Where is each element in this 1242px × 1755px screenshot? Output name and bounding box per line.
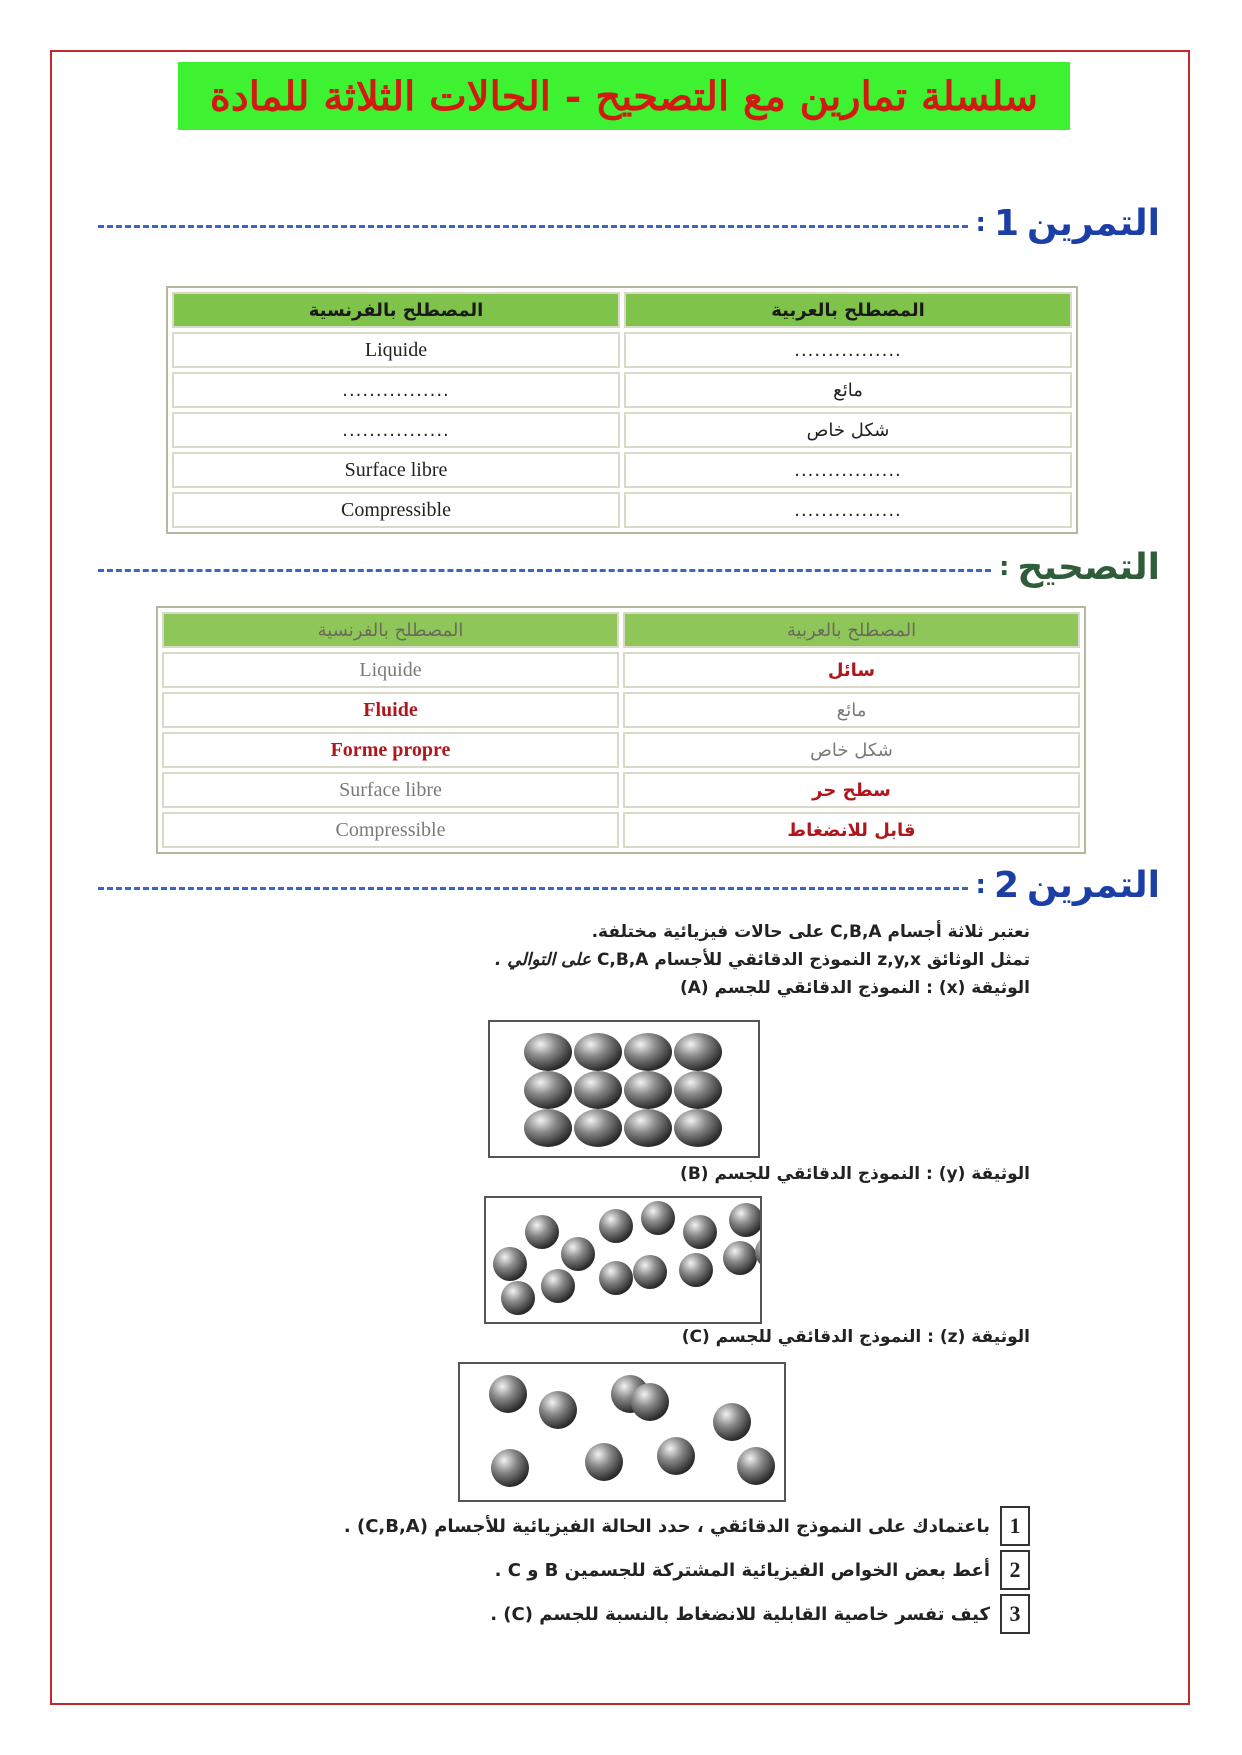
exercise1-label: التمرين bbox=[1027, 202, 1160, 244]
heading-divider bbox=[98, 569, 991, 572]
particle bbox=[585, 1443, 623, 1481]
particle bbox=[631, 1383, 669, 1421]
cell-ar: ................ bbox=[624, 492, 1072, 528]
header-fr: المصطلح بالفرنسية bbox=[162, 612, 619, 648]
question-text: أعط بعض الخواص الفيزيائية المشتركة للجسمين B و C . bbox=[494, 1559, 990, 1581]
particle bbox=[493, 1247, 527, 1281]
question-number: 3 bbox=[1000, 1594, 1030, 1634]
exercise2-label: التمرين bbox=[1027, 864, 1160, 906]
particle bbox=[737, 1447, 775, 1485]
cell-fr: Liquide bbox=[172, 332, 620, 368]
answer-ar: سائل bbox=[623, 652, 1080, 688]
heading-divider bbox=[98, 887, 968, 890]
table-header-row bbox=[162, 612, 1080, 648]
liquid-particle-diagram bbox=[484, 1196, 762, 1324]
particle bbox=[679, 1253, 713, 1287]
particle bbox=[674, 1109, 722, 1147]
question-number: 2 bbox=[1000, 1550, 1030, 1590]
title-banner bbox=[178, 62, 1070, 130]
particle bbox=[633, 1255, 667, 1289]
particle bbox=[599, 1209, 633, 1243]
particle bbox=[624, 1109, 672, 1147]
particle bbox=[683, 1215, 717, 1249]
particle bbox=[755, 1235, 762, 1269]
particle bbox=[525, 1215, 559, 1249]
header-fr: المصطلح بالفرنسية bbox=[172, 292, 620, 328]
particle bbox=[674, 1033, 722, 1071]
cell-ar: مائع bbox=[624, 372, 1072, 408]
particle bbox=[599, 1261, 633, 1295]
question-3 bbox=[490, 1594, 1030, 1634]
particle bbox=[713, 1403, 751, 1441]
correction-label: التصحيح bbox=[1017, 546, 1160, 588]
answer-ar: قابل للانضغاط bbox=[623, 812, 1080, 848]
table-row bbox=[162, 652, 1080, 688]
page-title: سلسلة تمارين مع التصحيح - الحالات الثلاثة للمادة bbox=[209, 72, 1039, 120]
particle bbox=[624, 1071, 672, 1109]
exercise1-colon: : bbox=[975, 208, 986, 238]
header-ar: المصطلح بالعربية bbox=[623, 612, 1080, 648]
particle bbox=[624, 1033, 672, 1071]
particle bbox=[561, 1237, 595, 1271]
question-number: 1 bbox=[1000, 1506, 1030, 1546]
table-row bbox=[172, 412, 1072, 448]
particle bbox=[674, 1071, 722, 1109]
question-1 bbox=[344, 1506, 1030, 1546]
particle bbox=[524, 1109, 572, 1147]
particle bbox=[524, 1033, 572, 1071]
correction-table bbox=[156, 606, 1086, 854]
particle bbox=[501, 1281, 535, 1315]
gas-particle-diagram bbox=[458, 1362, 786, 1502]
cell-fr: Compressible bbox=[162, 812, 619, 848]
intro-line-2 bbox=[495, 950, 1030, 970]
cell-ar: مائع bbox=[623, 692, 1080, 728]
answer-fr: Forme propre bbox=[162, 732, 619, 768]
intro-line-1: نعتبر ثلاثة أجسام C,B,A على حالات فيزيائية مختلفة. bbox=[591, 922, 1030, 942]
cell-fr: ................ bbox=[172, 372, 620, 408]
particle bbox=[723, 1241, 757, 1275]
particle bbox=[539, 1391, 577, 1429]
particle bbox=[489, 1375, 527, 1413]
table-header-row bbox=[172, 292, 1072, 328]
intro-line-2-italic: على التوالي . bbox=[494, 950, 592, 970]
doc-y-caption: الوثيقة (y) : النموذج الدقائقي للجسم (B) bbox=[680, 1164, 1030, 1184]
table-row bbox=[172, 452, 1072, 488]
table-row bbox=[162, 812, 1080, 848]
particle bbox=[657, 1437, 695, 1475]
particle bbox=[541, 1269, 575, 1303]
question-text: كيف تفسر خاصية القابلية للانضغاط بالنسبة للجسم (C) . bbox=[490, 1603, 990, 1625]
exercise2-heading bbox=[98, 862, 1160, 908]
particle bbox=[574, 1109, 622, 1147]
cell-fr: ................ bbox=[172, 412, 620, 448]
cell-fr: Liquide bbox=[162, 652, 619, 688]
correction-heading bbox=[98, 544, 1160, 590]
particle bbox=[574, 1071, 622, 1109]
cell-fr: Surface libre bbox=[172, 452, 620, 488]
header-ar: المصطلح بالعربية bbox=[624, 292, 1072, 328]
exercise2-number: 2 bbox=[993, 864, 1019, 906]
answer-ar: سطح حر bbox=[623, 772, 1080, 808]
question-2 bbox=[495, 1550, 1030, 1590]
cell-ar: شكل خاص bbox=[624, 412, 1072, 448]
table-row bbox=[172, 332, 1072, 368]
question-text: باعتمادك على النموذج الدقائقي ، حدد الحالة الفيزيائية للأجسام (C,B,A) . bbox=[343, 1515, 990, 1537]
exercise1-number: 1 bbox=[993, 202, 1019, 244]
exercise2-colon: : bbox=[975, 870, 986, 900]
table-row bbox=[172, 372, 1072, 408]
intro-line-2-main: تمثل الوثائق z,y,x النموذج الدقائقي للأجسام C,B,A bbox=[596, 950, 1030, 970]
particle bbox=[729, 1203, 762, 1237]
particle bbox=[641, 1201, 675, 1235]
exercise1-heading bbox=[98, 200, 1160, 246]
particle bbox=[574, 1033, 622, 1071]
solid-particle-diagram bbox=[488, 1020, 760, 1158]
table-row bbox=[172, 492, 1072, 528]
doc-x-caption: الوثيقة (x) : النموذج الدقائقي للجسم (A) bbox=[679, 978, 1030, 998]
table-row bbox=[162, 732, 1080, 768]
answer-fr: Fluide bbox=[162, 692, 619, 728]
table-row bbox=[162, 772, 1080, 808]
exercise1-table bbox=[166, 286, 1078, 534]
particle bbox=[524, 1071, 572, 1109]
table-row bbox=[162, 692, 1080, 728]
cell-ar: ................ bbox=[624, 332, 1072, 368]
correction-colon: : bbox=[998, 552, 1010, 582]
particle bbox=[491, 1449, 529, 1487]
heading-divider bbox=[98, 225, 968, 228]
doc-z-caption: الوثيقة (z) : النموذج الدقائقي للجسم (C) bbox=[681, 1327, 1030, 1347]
cell-fr: Surface libre bbox=[162, 772, 619, 808]
cell-fr: Compressible bbox=[172, 492, 620, 528]
cell-ar: شكل خاص bbox=[623, 732, 1080, 768]
cell-ar: ................ bbox=[624, 452, 1072, 488]
